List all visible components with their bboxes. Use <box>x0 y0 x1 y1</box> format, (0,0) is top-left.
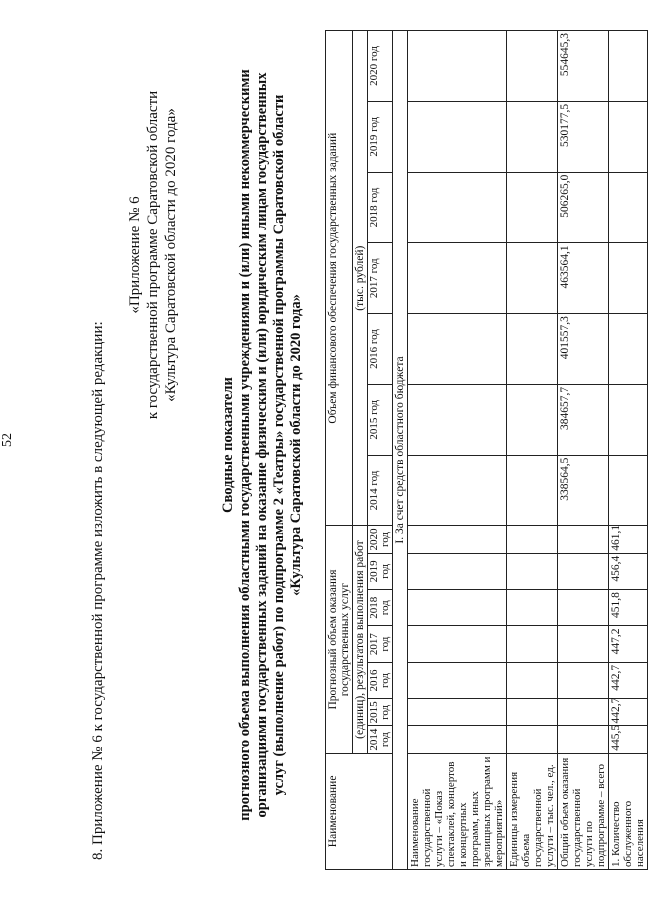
header-finance-sub: (тыс. рублей) <box>353 31 368 526</box>
year-header: 2015 год <box>368 384 393 455</box>
year-header: 2019 год <box>368 553 393 589</box>
year-header: 2018 год <box>368 590 393 626</box>
year-header: 2014 год <box>368 455 393 526</box>
document-title <box>220 30 305 860</box>
year-header: 2020 год <box>368 526 393 553</box>
year-header: 2019 год <box>368 101 393 172</box>
row-name: Наименование государственной услуги – «Показ спектаклей, концертов и концертных программ, иных зрелищных программ и мероприятий» <box>408 753 507 869</box>
year-header: 2017 год <box>368 243 393 314</box>
year-header: 2020 год <box>368 31 393 102</box>
row-name: Общий объем оказания государственной услуги по подпрограмме – всего <box>558 753 609 869</box>
header-volume: Прогнозный объем оказания государственных услуг <box>326 526 353 753</box>
volume-cell: 451,8 <box>609 590 648 626</box>
appendix-line: к государственной программе Саратовской области <box>145 90 161 420</box>
volume-cell: 442,7 <box>609 699 648 726</box>
finance-cell: 506265,0 <box>558 172 609 243</box>
row-name: 1. Количество обслуженного населения <box>609 753 648 869</box>
row-name: Единицы измерения объема государственной услуги – тыс. чел., ед. <box>507 753 558 869</box>
finance-cell: 463564,1 <box>558 243 609 314</box>
year-header: 2016 год <box>368 662 393 698</box>
finance-cell: 530177,5 <box>558 101 609 172</box>
volume-cell: 447,2 <box>609 626 648 662</box>
page-number: 52 <box>0 433 15 447</box>
year-header: 2014 год <box>368 726 393 753</box>
appendix-line: «Приложение № 6 <box>127 196 143 314</box>
appendix-line: «Культура Саратовской области до 2020 года» <box>163 108 179 402</box>
title-line: организациями государственных заданий на оказание физическим и (или) юридическим лицам государственных <box>254 72 270 818</box>
volume-cell: 461,1 <box>609 526 648 553</box>
header-name: Наименование <box>326 753 393 869</box>
title-line: услуг (выполнение работ) по подпрограмме 2 «Театры» государственной программы Саратовской области <box>271 94 287 796</box>
header-volume-sub: (единиц), результатов выполнения работ <box>353 526 368 753</box>
finance-cell: 401557,3 <box>558 314 609 385</box>
title-line: прогнозного объема выполнения областными государственными учреждениями и (или) иными некоммерческими <box>237 69 253 821</box>
year-header: 2018 год <box>368 172 393 243</box>
intro-text: 8. Приложение № 6 к государственной программе изложить в следующей редакции: <box>90 321 106 860</box>
finance-cell: 384657,7 <box>558 384 609 455</box>
section-title: I. За счет средств областного бюджета <box>393 31 408 870</box>
title-line: «Культура Саратовской области до 2020 года» <box>288 294 304 596</box>
year-header: 2015 год <box>368 699 393 726</box>
volume-cell: 442,7 <box>609 662 648 698</box>
appendix-header <box>126 40 180 470</box>
rotated-sheet <box>0 20 646 880</box>
finance-cell: 554645,3 <box>558 31 609 102</box>
title-line: Сводные показатели <box>220 377 236 513</box>
volume-cell: 445,5 <box>609 726 648 753</box>
indicators-table <box>325 30 648 870</box>
finance-cell: 338564,5 <box>558 455 609 526</box>
year-header: 2016 год <box>368 314 393 385</box>
year-header: 2017 год <box>368 626 393 662</box>
volume-cell: 456,4 <box>609 553 648 589</box>
header-finance: Объем финансового обеспечения государственных заданий <box>326 31 353 526</box>
